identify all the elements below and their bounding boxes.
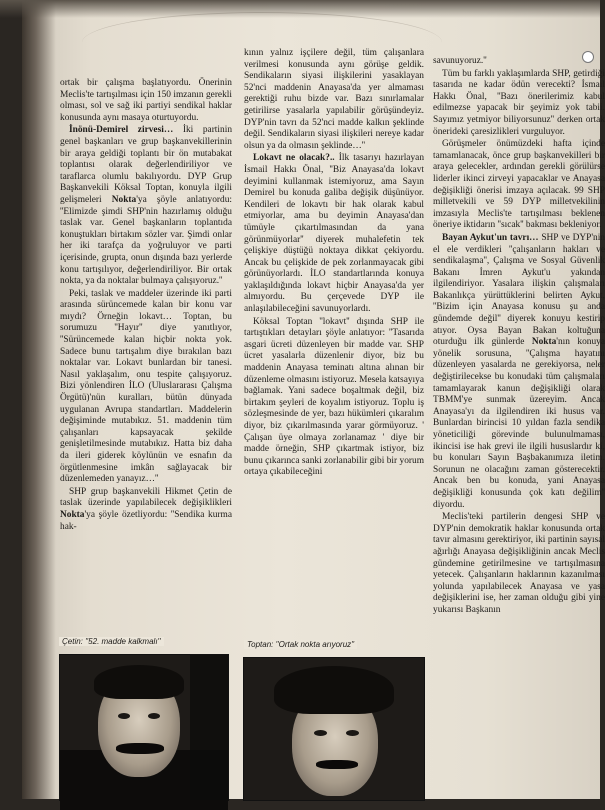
paragraph: kının yalnız işçilere değil, tüm çalışanlara verilmesi konusunda aynı görüşe geldik. Sendikaların siyasi ilişkilerini yasaklayan 52'nci maddenin Anayasa'da yer almaması gerektiği ruhu bizde var. Bazı sınırlamalar getirilirse yasalarla yapılabilir görüşündeyiz. DYP'nin tavrı da 52'nci madde kalkın şeklinde değil. Sendikaların siyasi ilişkileri nereye kadar olsun ya da olmasın şeklinde…''	[244, 48, 424, 151]
photo-bg	[190, 655, 228, 800]
page-marker-dot	[582, 51, 594, 63]
paragraph: Görüşmeler önümüzdeki hafta içinde tamamlanacak, önce grup başkanvekilleri bir araya gelecekler, ardından gerekli görülürse liderler ikinci zirveyi yapacaklar ve Anayasa değişikliği önerisi imzaya açılacak. 99 SHP milletvekili ve 59 DYP milletvekilinin imzasıyla Meclis'te tartışılması beklenen öneriye iktidarın ''sıcak'' bakması bekleniyor.	[433, 139, 605, 231]
paragraph: ortak bir çalışma başlatıyordu. Önerinin Meclis'te tartışılması için 150 imzanın gerekli olması, sol ve sağ iki partiyi sendikal haklar konusunda aynı masaya oturtuyordu.	[60, 78, 232, 123]
paragraph: Lokavt ne olacak?.. İlk tasarıyı hazırlayan İsmail Hakkı Önal, ''Biz Anayasa'da lokavt deyimini kullanmak istemiyoruz, ama Sayın Demirel bu konuda galiba değişik düşünüyor. Kendileri de lokavtı bir hak olarak kabul etmiyorlar, ama bu deyimin Anayasa'dan tümüyle çıkartılmasından da yana görünmüyorlar'' diyerek muhalefetin tek çelişkiye düştüğü noktaya dikkat çekiyordu. Ancak bu çelişkide de pek zorlanmayacak gibi görünüyorlardı. İLO standartlarında konuya yaklaşıldığında lokavt hiçbir Anayasa'da yer almıyordu. Bu çerçevede DYP ile anlaşılabileceğini savunuyorlardı.	[244, 153, 425, 315]
subheading: İnönü-Demirel zirvesi…	[69, 125, 174, 136]
photo-caption-right: Toptan: ''Ortak nokta arıyoruz''	[244, 640, 357, 649]
photo-eye	[314, 730, 327, 736]
photo-eye	[118, 713, 130, 719]
article-column-3	[433, 56, 605, 618]
subheading: Lokavt ne olacak?..	[253, 153, 335, 164]
paragraph: Bayan Aykut'un tavrı… SHP ve DYP'nin el ele verdikleri ''çalışanların hakları ve sendikalaşma'', Çalışma ve Sosyal Güvenlik Bakanı İmren Aykut'u yakından ilgilendiriyor. Yasalara ilişkin çalışmaları Bakanlıkça yürüttüklerini belirten Aykut, ''Bizim için Anayasa konusu şu anda gündemde değil'' diyerek konuyu kestirip atıyor. Oysa Bayan Bakan koltuğuna oturduğu ilk günlerde Nokta'nın konuya yönelik sorusuna, ''Çalışma hayatını düzenleyen yasalarda ne gerekiyorsa, neler değiştirilecekse bu konudaki tüm çalışmaları tamamlayarak kanun değişikliği olarak TBMM'ye sunmak üzereyim. Ancak Anayasa'yı da ilgilendiren iki husus var. Bunlardan birincisi 10 yıldan fazla sendika yöneticiliği görevinde bulunulmaması, ikincisi ise hak grevi ile ilgili hususlardır ki, bu konuları Sayın Başbakanımıza iletim. Sorunun ne olacağını zaman gösterecektir. Ancak ben bu konuda, yani Anayasa değişikliği konusunda çok katı değilim'' diyordu.	[433, 232, 605, 510]
photo-portrait-right	[243, 657, 425, 801]
photo-portrait-left	[59, 654, 229, 801]
paragraph: İnönü-Demirel zirvesi… İki partinin genel başkanları ve grup başkanvekillerinin bir araya geldiği toplantı bir ön mutabakat toplantısı olarak değerlendiriliyor ve taraflarca olumlu bakılıyordu. DYP Grup Başkanvekili Köksal Toptan, konuyla ilgili gelişmeleri Nokta'ya şöyle anlatıyordu: ''Elimizde şimdi SHP'nin hazırlamış olduğu taslak var. Genel başkanların toplantıda konuştukları birtakım sözler var. Şimdi onlar her iki tarafça da yoğruluyor ve parti içerisinde, grupta, onun dışında bazı yerlerde konu tartışılıyor, değerlendiriliyor. Bir ortak nokta, ya da noktalar bulmaya çalışıyoruz.''	[60, 125, 233, 287]
binding-shadow	[22, 0, 56, 799]
article-column-2	[244, 48, 424, 480]
top-shadow	[0, 0, 600, 18]
photo-mustache	[116, 743, 164, 754]
paragraph: Köksal Toptan ''lokavt'' dışında SHP ile tartıştıkları detayları şöyle anlatıyor: ''Tasarıda asgari ücreti düzenleyen bir madde var. SHP ücret yasalarla düzenlenir diyor, biz bu maddenin Anayasa teminatı altına alınan bir düzenleme olmasını istiyoruz. Mesela katsayıya bağlamak. Yani sadece boşaltmak değil, biz birtakım şeyleri de koyalım istiyoruz. Toplu iş sözleşmesinde de yer, bazı hükümleri çıkaralım diyor, biz çıkarılmasında yarar görmüyoruz. ' Çalışan üye olmaya zorlanamaz ' diye bir madde örneğin, SHP çıkartmak istiyor, biz bunu çıkarınca sanki zorlanabilir gibi bir yorum ortaya çıkabileceğini	[244, 316, 424, 478]
photo-eye	[346, 730, 359, 736]
magazine-page	[22, 0, 605, 799]
paragraph: Peki, taslak ve maddeler üzerinde iki parti arasında sürüncemede kalan bir konu var mıydı? Örneğin lokavt… Toptan, bu sorumuzu ''Hayır'' diye yanıtlıyor, ''Sürüncemede kalan hiçbir nokta yok. Sadece bunu tartışalım diye bırakılan bazı noktalar var. Lokavt bunlardan bir tanesi. Nasıl yaklaşalım, onu tespite çalışıyoruz. Bizi yönlendiren İLO (Uluslararası Çalışma Örgütü)'nün kuralları, bütün dünyada uygulanan Avrupa standartları. Maddelerin değişiminde mutabıkız. 51. maddenin tüm çalışanları kapsayacak şekilde genişletilmesinde mutabıkız. Hatta biz daha da ileri giderek köylünün ve esnafın da örgütlenmesine imkân sağlayacak bir düzenlemeden yanayız…''	[60, 288, 232, 485]
paragraph: Tüm bu farklı yaklaşımlarda SHP, getirdiği tasarıda ne kadar ödün verecekti? İsmail Hakkı Önal, ''Bazı önerilerimiz kabul edilmezse yapacak bir şeyimiz yok tabii. Sayımız yetmiyor biliyorsunuz'' derken ortak önerideki çaresizlikleri vurguluyor.	[433, 68, 605, 137]
paragraph: SHP grup başkanvekili Hikmet Çetin de taslak üzerinde yapılabilecek değişiklikleri Nokta'ya şöyle özetliyordu: ''Sendika kurma hak-	[60, 486, 232, 532]
photo-eye	[148, 713, 160, 719]
paragraph: Meclis'teki partilerin dengesi SHP ve DYP'nin demokratik haklar konusunda ortak tavır almasını gerektiriyor, iki partinin sayısal ağırlığı Anayasa değişikliğinin ancak Meclis gündemine getirilmesine ve tartışılmasına yetecek. Çalışanların haklarının kazanılması yolunda yapılabilecek Anayasa ve yasa değişiklerini ise, her zaman olduğu gibi yine yukarısı Başkanın	[433, 512, 605, 615]
photo-mustache	[316, 760, 358, 769]
subheading: Bayan Aykut'un tavrı…	[442, 232, 539, 243]
photo-caption-left: Çetin: ''52. madde kalkmalı''	[59, 637, 164, 646]
article-column-1	[60, 78, 232, 534]
photo-hair	[94, 665, 184, 699]
photo-hair	[274, 666, 394, 714]
paragraph: savunuyoruz.''	[433, 56, 487, 66]
